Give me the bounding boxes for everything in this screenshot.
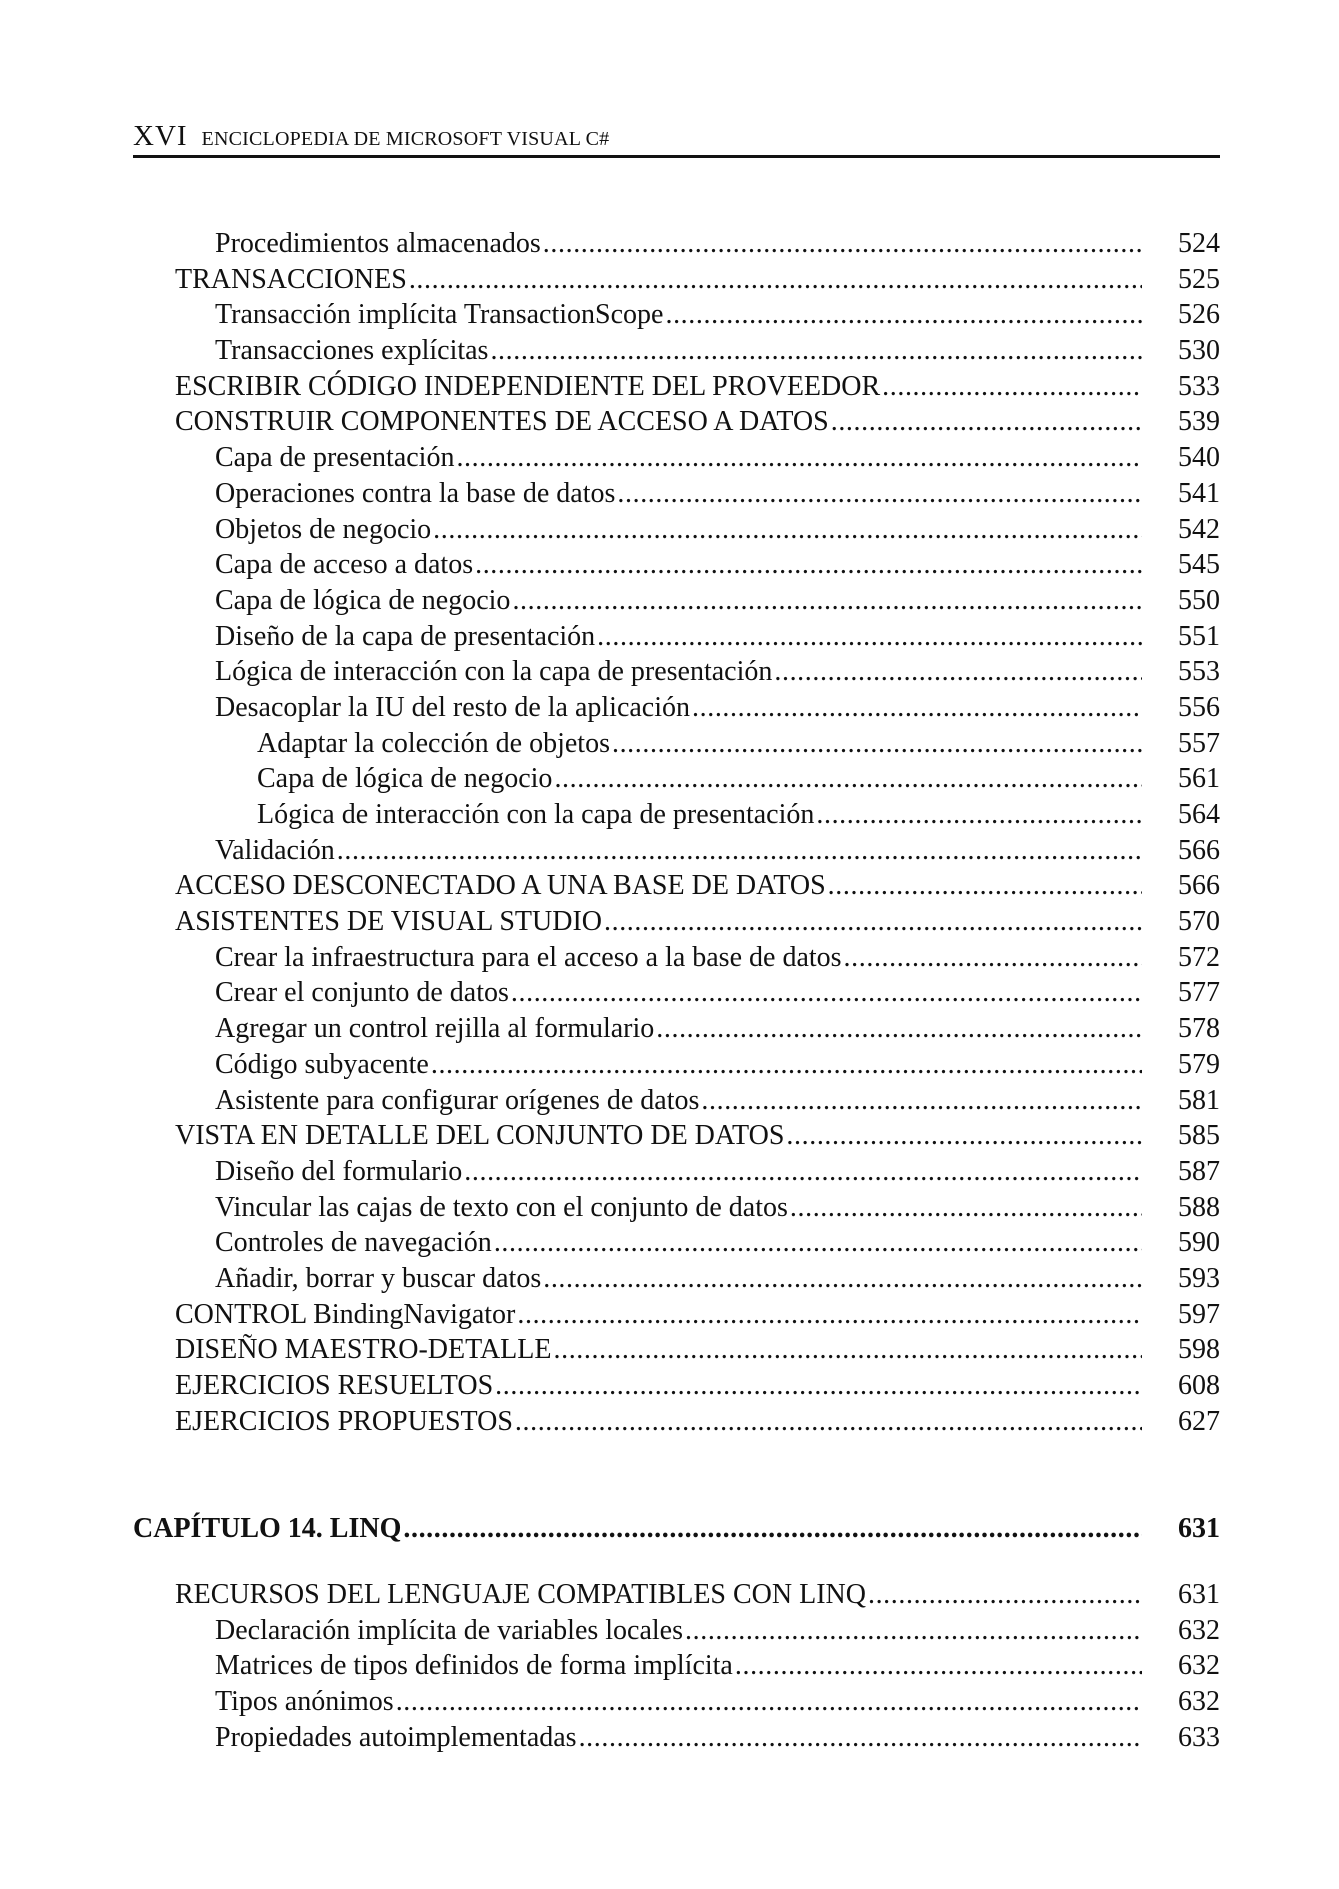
toc-entry-page: 540: [1178, 442, 1220, 474]
toc-entry: [133, 476, 1220, 512]
toc-entry-title: Agregar un control rejilla al formulario: [215, 1013, 655, 1045]
dot-leader: [844, 940, 1142, 976]
toc-entry-page: 530: [1178, 335, 1220, 367]
toc-entry-page: 557: [1178, 727, 1220, 759]
toc-entry: [133, 1720, 1220, 1756]
toc-entry-title: Objetos de negocio: [215, 513, 432, 545]
toc-entry: [133, 690, 1220, 726]
toc-entry-page: 572: [1178, 941, 1220, 973]
toc-entry: [133, 262, 1220, 298]
dot-leader: [685, 1613, 1142, 1649]
toc-entry-title: Transacción implícita TransactionScope: [215, 299, 664, 331]
page-folio: XVI: [133, 120, 188, 152]
toc-entry-page: 590: [1178, 1227, 1220, 1259]
dot-leader: [868, 1577, 1142, 1613]
dot-leader: [409, 262, 1142, 298]
toc-entry-title: Lógica de interacción con la capa de presentación: [257, 799, 815, 830]
dot-leader: [511, 975, 1142, 1011]
dot-leader: [604, 904, 1142, 940]
toc-entry: [133, 583, 1220, 619]
dot-leader: [433, 512, 1142, 548]
toc-entry-title: ESCRIBIR CÓDIGO INDEPENDIENTE DEL PROVEEDOR: [175, 370, 881, 402]
toc-entry: [133, 833, 1220, 869]
toc-entry: [133, 619, 1220, 655]
toc-entry: [133, 868, 1220, 904]
toc-entry-page: 541: [1178, 477, 1220, 509]
toc-entry: [133, 1083, 1220, 1119]
toc-entry-title: Añadir, borrar y buscar datos: [215, 1262, 542, 1294]
toc-entry-page: 633: [1178, 1721, 1220, 1753]
toc-entry-page: 566: [1178, 834, 1220, 866]
table-of-contents: [133, 226, 1220, 1756]
toc-entry-page: 539: [1178, 406, 1220, 438]
toc-entry: [133, 761, 1220, 797]
toc-entry-title: Operaciones contra la base de datos: [215, 477, 616, 509]
dot-leader: [515, 1404, 1142, 1440]
running-header: [133, 122, 1220, 158]
dot-leader: [494, 1225, 1142, 1261]
toc-entry-title: Controles de navegación: [215, 1227, 492, 1259]
toc-entry: [133, 226, 1220, 262]
dot-leader: [882, 369, 1142, 405]
toc-entry-title: TRANSACCIONES: [175, 263, 407, 295]
toc-entry: [133, 1368, 1220, 1404]
toc-entry-page: 608: [1178, 1370, 1220, 1401]
toc-entry-title: CONTROL BindingNavigator: [175, 1298, 516, 1330]
toc-entry-title: Capa de lógica de negocio: [215, 584, 511, 616]
toc-entry-page: 581: [1178, 1084, 1220, 1116]
toc-entry: [133, 1261, 1220, 1297]
dot-leader: [617, 476, 1142, 512]
toc-entry-title: Transacciones explícitas: [215, 335, 489, 367]
toc-entry-page: 542: [1178, 513, 1220, 545]
toc-entry-page: 579: [1178, 1048, 1220, 1080]
toc-entry-page: 627: [1178, 1405, 1220, 1437]
toc-entry-title: Procedimientos almacenados: [215, 228, 541, 259]
toc-entry-title: Asistente para configurar orígenes de datos: [215, 1084, 700, 1116]
toc-entry: [133, 333, 1220, 369]
dot-leader: [475, 547, 1142, 583]
dot-leader: [786, 1118, 1142, 1154]
dot-leader: [543, 1261, 1142, 1297]
toc-entry: [133, 1190, 1220, 1226]
toc-entry: [133, 904, 1220, 940]
toc-entry-page: 632: [1178, 1650, 1220, 1682]
toc-entry-title: RECURSOS DEL LENGUAJE COMPATIBLES CON LINQ: [175, 1579, 866, 1611]
toc-entry-page: 570: [1178, 906, 1220, 938]
toc-entry-page: 588: [1178, 1191, 1220, 1223]
toc-entry-title: Crear la infraestructura para el acceso a la base de datos: [215, 941, 842, 973]
toc-entry-page: 550: [1178, 584, 1220, 616]
dot-leader: [517, 1297, 1142, 1333]
toc-entry-page: 553: [1178, 656, 1220, 688]
toc-entry-title: ASISTENTES DE VISUAL STUDIO: [175, 906, 602, 938]
toc-entry-page: 593: [1178, 1262, 1220, 1294]
toc-entry: [133, 1011, 1220, 1047]
dot-leader: [512, 583, 1142, 619]
toc-entry: [133, 726, 1220, 762]
toc-entry-title: EJERCICIOS PROPUESTOS: [175, 1405, 513, 1437]
dot-leader: [554, 761, 1142, 797]
dot-leader: [831, 404, 1142, 440]
toc-entry: [133, 940, 1220, 976]
toc-entry: [133, 1648, 1220, 1684]
dot-leader: [579, 1720, 1142, 1756]
toc-entry-page: 525: [1178, 263, 1220, 295]
toc-entry-title: Código subyacente: [215, 1048, 429, 1080]
toc-entry-page: 598: [1178, 1334, 1220, 1366]
toc-entry: [133, 1684, 1220, 1720]
toc-entry-page: 533: [1178, 370, 1220, 402]
toc-entry-title: Capa de acceso a datos: [215, 549, 474, 581]
toc-entry: [133, 297, 1220, 333]
dot-leader: [790, 1190, 1142, 1226]
dot-leader: [490, 333, 1142, 369]
dot-leader: [656, 1011, 1142, 1047]
toc-entry: [133, 440, 1220, 476]
toc-entry-title: EJERCICIOS RESUELTOS: [175, 1370, 494, 1401]
toc-entry: [133, 654, 1220, 690]
toc-entry: [133, 1118, 1220, 1154]
toc-entry-page: 551: [1178, 620, 1220, 652]
dot-leader: [816, 797, 1142, 833]
running-title: ENCICLOPEDIA DE MICROSOFT VISUAL C#: [201, 128, 610, 150]
toc-entry-title: Capa de lógica de negocio: [257, 763, 553, 795]
toc-entry-title: CONSTRUIR COMPONENTES DE ACCESO A DATOS: [175, 406, 829, 438]
toc-chapter-heading: [133, 1511, 1220, 1547]
toc-entry: [133, 369, 1220, 405]
toc-entry-title: Adaptar la colección de objetos: [257, 727, 610, 759]
toc-entry: [133, 797, 1220, 833]
dot-leader: [735, 1648, 1142, 1684]
toc-entry-page: 564: [1178, 799, 1220, 830]
toc-entry-title: VISTA EN DETALLE DEL CONJUNTO DE DATOS: [175, 1120, 785, 1152]
dot-leader: [456, 440, 1142, 476]
toc-entry: [133, 512, 1220, 548]
toc-entry-title: Diseño del formulario: [215, 1155, 463, 1187]
toc-entry-page: 631: [1178, 1513, 1220, 1545]
toc-entry-page: 556: [1178, 691, 1220, 723]
toc-entry-title: CAPÍTULO 14. LINQ: [133, 1513, 402, 1545]
toc-entry-title: Validación: [215, 834, 335, 866]
dot-leader: [828, 868, 1142, 904]
toc-entry-page: 566: [1178, 870, 1220, 902]
toc-entry-title: Vincular las cajas de texto con el conjunto de datos: [215, 1191, 788, 1223]
toc-entry: [133, 1404, 1220, 1440]
dot-leader: [495, 1368, 1142, 1404]
dot-leader: [554, 1332, 1143, 1368]
toc-entry-page: 526: [1178, 299, 1220, 331]
toc-entry: [133, 1577, 1220, 1613]
toc-entry-title: Capa de presentación: [215, 442, 455, 474]
toc-entry: [133, 1225, 1220, 1261]
dot-leader: [597, 619, 1142, 655]
dot-leader: [774, 654, 1142, 690]
toc-entry: [133, 1297, 1220, 1333]
toc-entry: [133, 404, 1220, 440]
toc-entry-title: DISEÑO MAESTRO-DETALLE: [175, 1334, 552, 1366]
dot-leader: [464, 1154, 1142, 1190]
toc-entry: [133, 547, 1220, 583]
toc-entry-page: 524: [1178, 228, 1220, 259]
dot-leader: [396, 1684, 1142, 1720]
toc-entry-title: Matrices de tipos definidos de forma implícita: [215, 1650, 733, 1682]
dot-leader: [612, 726, 1142, 762]
toc-entry-title: Crear el conjunto de datos: [215, 977, 509, 1009]
toc-entry-title: Desacoplar la IU del resto de la aplicación: [215, 691, 691, 723]
toc-entry-title: Propiedades autoimplementadas: [215, 1721, 577, 1753]
toc-entry-page: 587: [1178, 1155, 1220, 1187]
toc-entry-page: 632: [1178, 1686, 1220, 1718]
dot-leader: [692, 690, 1142, 726]
toc-entry-page: 545: [1178, 549, 1220, 581]
dot-leader: [403, 1511, 1142, 1547]
toc-entry-page: 585: [1178, 1120, 1220, 1152]
toc-entry-title: Lógica de interacción con la capa de presentación: [215, 656, 773, 688]
dot-leader: [701, 1083, 1142, 1119]
toc-entry: [133, 1154, 1220, 1190]
toc-entry-title: Tipos anónimos: [215, 1686, 394, 1718]
toc-entry-page: 597: [1178, 1298, 1220, 1330]
toc-entry-page: 632: [1178, 1614, 1220, 1646]
toc-entry: [133, 975, 1220, 1011]
dot-leader: [337, 833, 1142, 869]
dot-leader: [431, 1047, 1142, 1083]
toc-entry-page: 631: [1178, 1579, 1220, 1611]
dot-leader: [665, 297, 1142, 333]
dot-leader: [543, 226, 1142, 262]
toc-entry: [133, 1047, 1220, 1083]
toc-entry-title: Diseño de la capa de presentación: [215, 620, 596, 652]
toc-entry-page: 561: [1178, 763, 1220, 795]
toc-entry-page: 577: [1178, 977, 1220, 1009]
toc-entry: [133, 1332, 1220, 1368]
toc-entry-page: 578: [1178, 1013, 1220, 1045]
toc-entry-title: Declaración implícita de variables locales: [215, 1614, 684, 1646]
toc-entry: [133, 1613, 1220, 1649]
toc-entry-title: ACCESO DESCONECTADO A UNA BASE DE DATOS: [175, 870, 826, 902]
